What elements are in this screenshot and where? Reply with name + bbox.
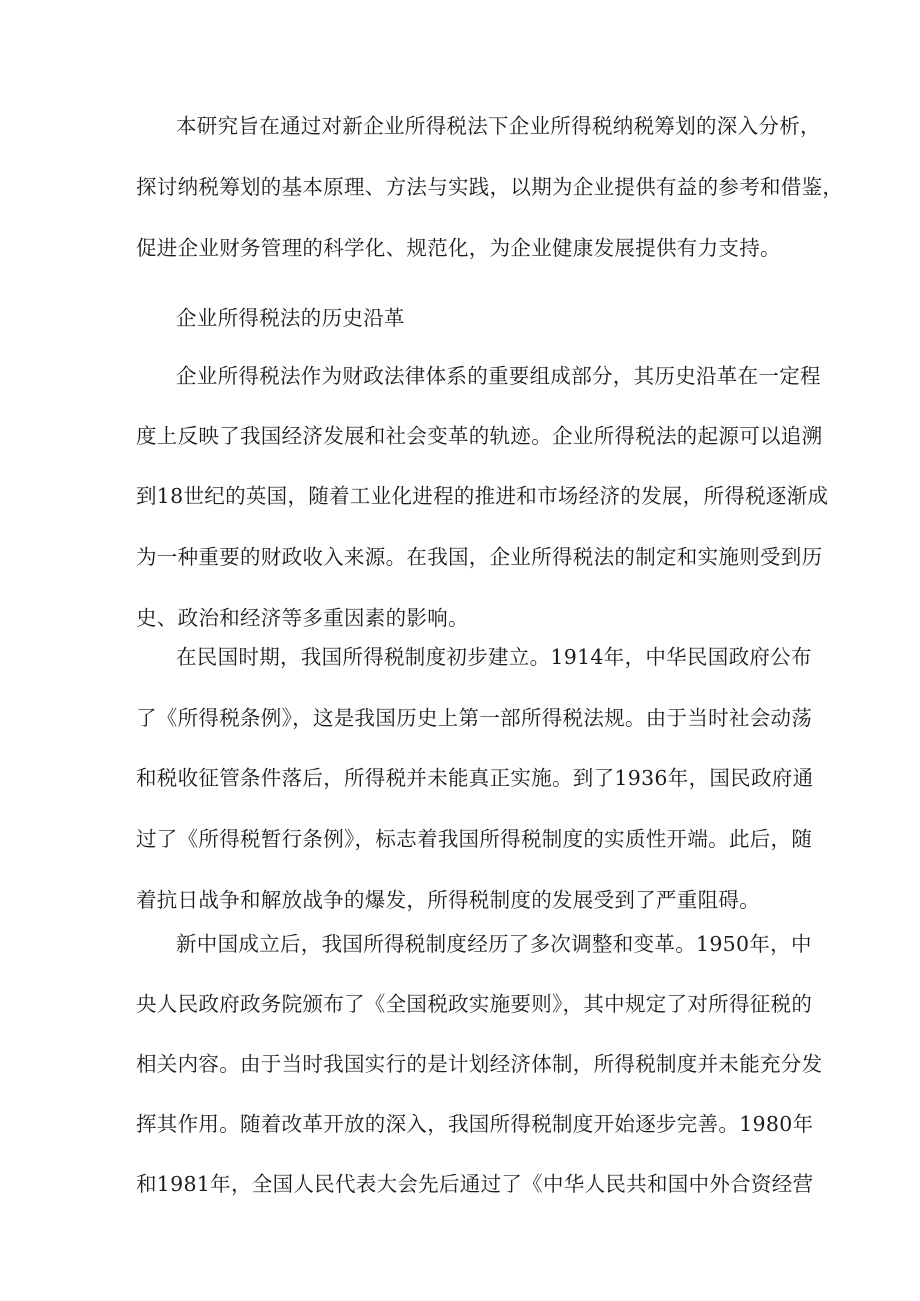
paragraph-1-line-5: 史、政治和经济等多重因素的影响。 xyxy=(136,606,469,630)
paragraph-1-line-3: 到18世纪的英国，随着工业化进程的推进和市场经济的发展，所得税逐渐成 xyxy=(136,484,829,508)
paragraph-3-line-1: 新中国成立后，我国所得税制度经历了多次调整和变革。1950年，中 xyxy=(176,932,812,956)
paragraph-1-line-2: 度上反映了我国经济发展和社会变革的轨迹。企业所得税法的起源可以追溯 xyxy=(136,424,823,448)
paragraph-2-line-5: 着抗日战争和解放战争的爆发，所得税制度的发展受到了严重阻碍。 xyxy=(136,888,760,912)
paragraph-2-line-4: 过了《所得税暂行条例》，标志着我国所得税制度的实质性开端。此后，随 xyxy=(136,827,813,851)
paragraph-2-line-1: 在民国时期，我国所得税制度初步建立。1914年，中华民国政府公布 xyxy=(176,645,812,669)
intro-line-1: 本研究旨在通过对新企业所得税法下企业所得税纳税筹划的深入分析， xyxy=(176,114,821,138)
paragraph-1-line-1: 企业所得税法作为财政法律体系的重要组成部分，其历史沿革在一定程 xyxy=(176,364,821,388)
section-heading: 企业所得税法的历史沿革 xyxy=(176,306,405,330)
intro-line-2: 探讨纳税筹划的基本原理、方法与实践，以期为企业提供有益的参考和借鉴， xyxy=(136,175,844,199)
paragraph-3-line-3: 相关内容。由于当时我国实行的是计划经济体制，所得税制度并未能充分发 xyxy=(136,1052,823,1076)
paragraph-2-line-2: 了《所得税条例》，这是我国历史上第一部所得税法规。由于当时社会动荡 xyxy=(136,706,813,730)
paragraph-2-line-3: 和税收征管条件落后，所得税并未能真正实施。到了1936年，国民政府通 xyxy=(136,766,814,790)
paragraph-3-line-2: 央人民政府政务院颁布了《全国税政实施要则》，其中规定了对所得征税的 xyxy=(136,992,813,1016)
paragraph-3-line-4: 挥其作用。随着改革开放的深入，我国所得税制度开始逐步完善。1980年 xyxy=(136,1112,814,1136)
paragraph-3-line-5: 和1981年，全国人民代表大会先后通过了《中华人民共和国中外合资经营 xyxy=(136,1172,814,1196)
intro-line-3: 促进企业财务管理的科学化、规范化，为企业健康发展提供有力支持。 xyxy=(136,236,781,260)
paragraph-1-line-4: 为一种重要的财政收入来源。在我国，企业所得税法的制定和实施则受到历 xyxy=(136,545,823,569)
